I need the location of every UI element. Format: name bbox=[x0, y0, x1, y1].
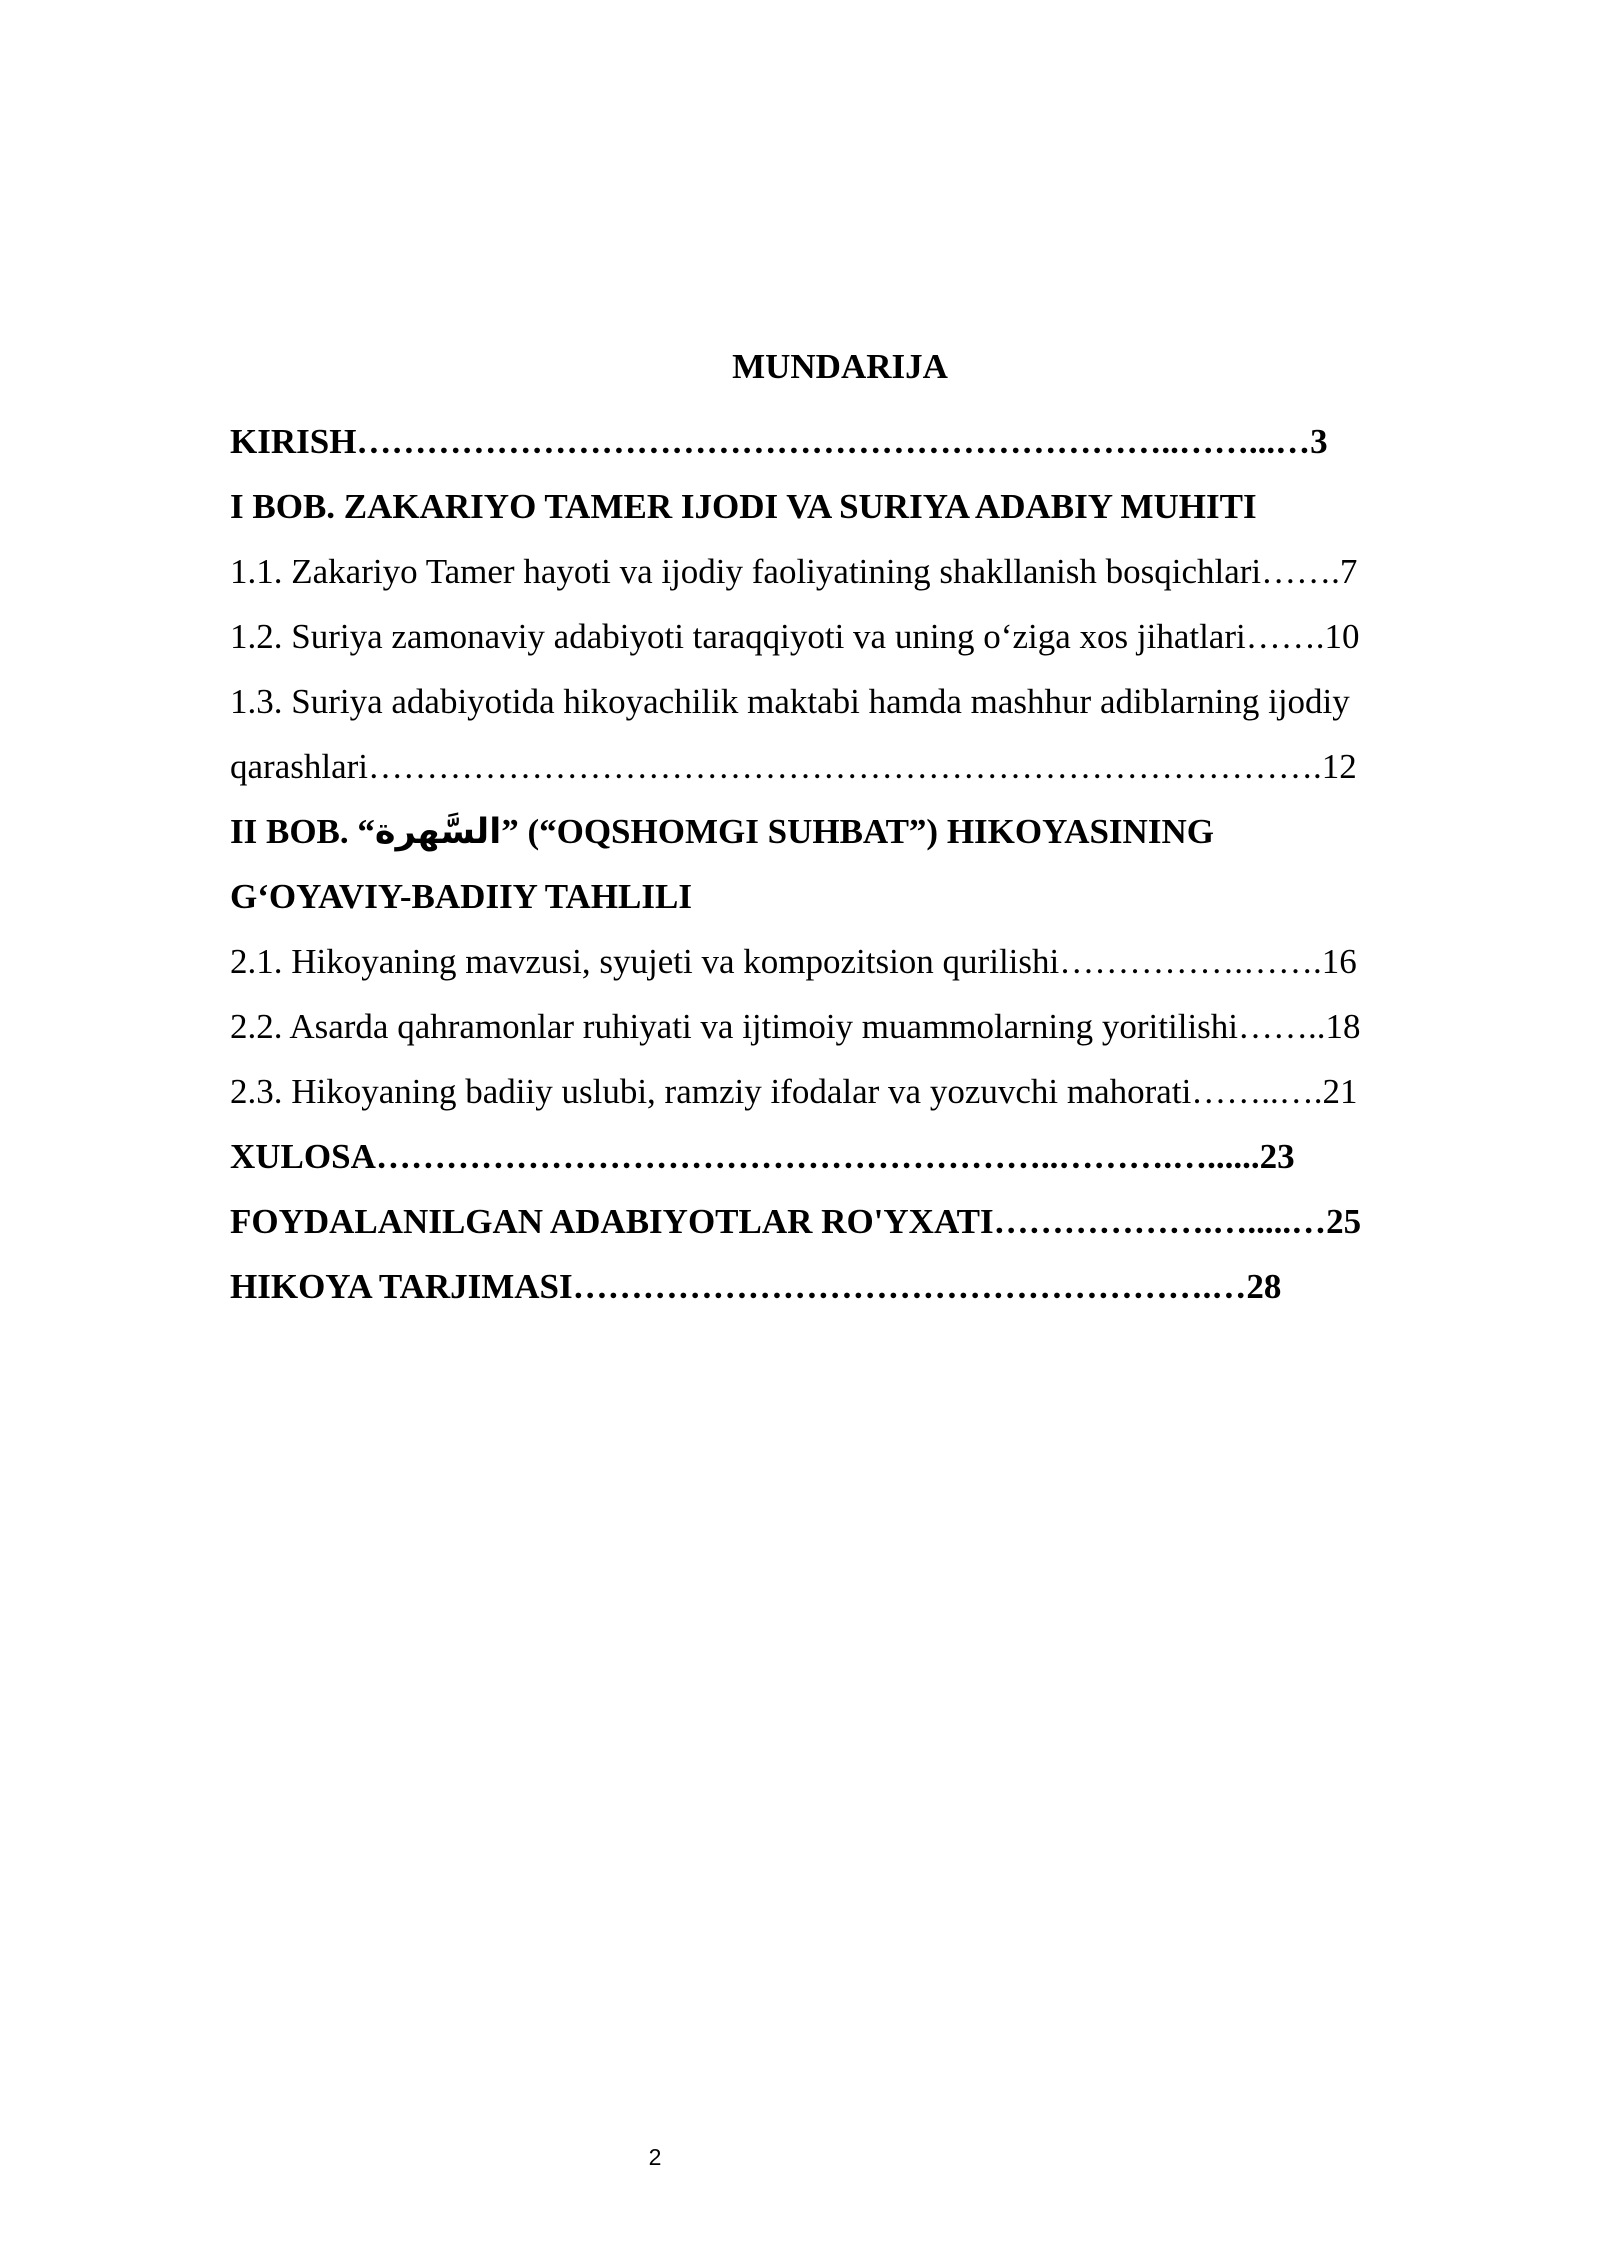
toc-entry-text: 1.2. Suriya zamonaviy adabiyoti taraqqiyoti va uning o‘ziga xos jihatlari…….10 bbox=[230, 617, 1360, 656]
toc-entry-text: 2.3. Hikoyaning badiiy uslubi, ramziy ifodalar va yozuvchi mahorati……..….21 bbox=[230, 1072, 1358, 1111]
toc-entry-text: I BOB. ZAKARIYO TAMER IJODI VA SURIYA ADABIY MUHITI bbox=[230, 487, 1257, 526]
toc-entry-text-before: II BOB. “ bbox=[230, 812, 375, 851]
table-of-contents bbox=[230, 409, 1450, 1319]
page-number: 2 bbox=[648, 2144, 662, 2170]
toc-entry-text: 1.3. Suriya adabiyotida hikoyachilik maktabi hamda mashhur adiblarning ijodiy bbox=[230, 682, 1350, 721]
arabic-title: السَّهرة bbox=[374, 812, 502, 852]
toc-entry-xulosa bbox=[230, 1124, 1450, 1189]
toc-entry-chapter-1 bbox=[230, 474, 1450, 539]
toc-entry-translation bbox=[230, 1254, 1450, 1319]
toc-entry-text: HIKOYA TARJIMASI……………………………………………….…28 bbox=[230, 1267, 1282, 1306]
toc-entry-text: G‘OYAVIY-BADIIY TAHLILI bbox=[230, 877, 692, 916]
toc-entry-1-2 bbox=[230, 604, 1450, 669]
toc-entry-text: FOYDALANILGAN ADABIYOTLAR RO'YXATI……………….….....…25 bbox=[230, 1202, 1362, 1241]
toc-entry-1-3 bbox=[230, 669, 1450, 734]
toc-entry-text: KIRISH……………………………………………………………..……...…3 bbox=[230, 422, 1328, 461]
toc-entry-kirish bbox=[230, 409, 1450, 474]
toc-entry-text: 2.1. Hikoyaning mavzusi, syujeti va kompozitsion qurilishi…………….…….16 bbox=[230, 942, 1357, 981]
toc-entry-2-2 bbox=[230, 994, 1450, 1059]
toc-entry-text: 2.2. Asarda qahramonlar ruhiyati va ijtimoiy muammolarning yoritilishi……..18 bbox=[230, 1007, 1361, 1046]
toc-entry-bibliography bbox=[230, 1189, 1450, 1254]
toc-entry-text-after: ” (“OQSHOMGI SUHBAT”) HIKOYASINING bbox=[501, 812, 1214, 851]
toc-entry-2-1 bbox=[230, 929, 1450, 994]
toc-title: MUNDARIJA bbox=[732, 347, 948, 386]
toc-entry-chapter-2 bbox=[230, 799, 1450, 864]
toc-entry-1-3-continued bbox=[230, 734, 1450, 799]
toc-entry-text: qarashlari……………………………………………………………………….12 bbox=[230, 747, 1357, 786]
toc-entry-1-1 bbox=[230, 539, 1450, 604]
toc-entry-chapter-2-continued bbox=[230, 864, 1450, 929]
toc-entry-2-3 bbox=[230, 1059, 1450, 1124]
toc-entry-text: 1.1. Zakariyo Tamer hayoti va ijodiy faoliyatining shakllanish bosqichlari…….7 bbox=[230, 552, 1358, 591]
toc-entry-text: XULOSA…………………………………………………..……….…......23 bbox=[230, 1137, 1295, 1176]
